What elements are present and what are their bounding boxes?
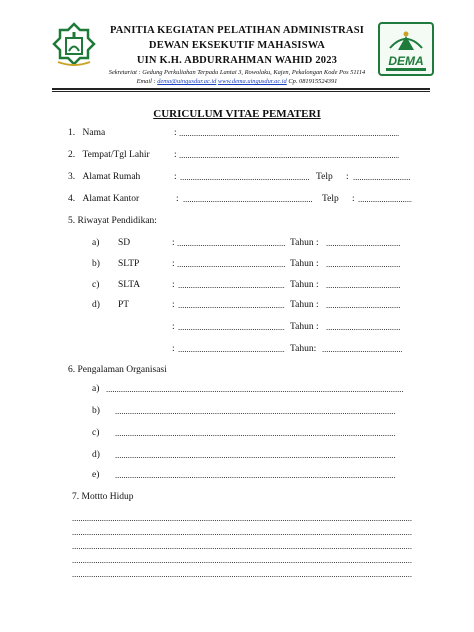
document-title: CURICULUM VITAE PEMATERI — [153, 108, 321, 120]
header-rule-thin — [52, 91, 430, 92]
telp-kantor-line[interactable] — [358, 194, 412, 204]
field-number: 4. — [68, 194, 76, 204]
edu-pt2-tahun-line[interactable] — [326, 322, 401, 332]
field-label: Tempat/Tgl Lahir — [82, 150, 150, 160]
header-rule-thick — [52, 88, 430, 90]
field-label: Alamat Rumah — [82, 172, 141, 182]
field-ttl-line[interactable] — [179, 150, 399, 160]
edu-letter: d) — [92, 300, 100, 310]
education-heading: 5. Riwayat Pendidikan: — [68, 216, 157, 226]
edu-sltp-line[interactable] — [177, 259, 285, 269]
organization-heading: 6. Pengalaman Organisasi — [68, 365, 167, 375]
field-alamat-kantor — [68, 194, 139, 204]
telp-label: Telp — [316, 172, 333, 182]
edu-tahun-label: Tahun: — [290, 344, 317, 354]
field-ttl-sep: : — [174, 150, 177, 160]
edu-sltp-tahun-line[interactable] — [326, 259, 401, 269]
org-c-line[interactable] — [115, 428, 395, 438]
org-b-line[interactable] — [115, 406, 395, 416]
edu-level: SLTP — [118, 259, 140, 269]
edu-sep: : — [172, 344, 175, 354]
edu-sep: : — [172, 300, 175, 310]
org-letter: a) — [92, 384, 100, 394]
field-nama-line[interactable] — [179, 128, 399, 138]
motto-line-2[interactable] — [72, 527, 412, 537]
field-alamat-rumah-line[interactable] — [180, 172, 310, 182]
edu-slta-tahun-line[interactable] — [326, 280, 401, 290]
dema-logo-text: DEMA — [388, 54, 424, 68]
edu-pt3-tahun-line[interactable] — [322, 344, 402, 354]
field-number: 2. — [68, 150, 76, 160]
edu-pt-tahun-line[interactable] — [326, 300, 401, 310]
field-ttl — [68, 150, 150, 160]
edu-pt-line[interactable] — [178, 300, 285, 310]
motto-line-3[interactable] — [72, 541, 412, 551]
org-letter: c) — [92, 428, 100, 438]
field-number: 1. — [68, 128, 76, 138]
header-line-1: PANITIA KEGIATAN PELATIHAN ADMINISTRASI — [109, 25, 365, 36]
field-nama — [68, 128, 105, 138]
field-alamat-rumah-sep: : — [174, 172, 177, 182]
field-alamat-kantor-sep: : — [176, 194, 179, 204]
edu-level: SLTA — [118, 280, 141, 290]
header-line-3: UIN K.H. ABDURRAHMAN WAHID 2023 — [136, 55, 338, 66]
edu-sep: : — [172, 322, 175, 332]
telp-rumah-line[interactable] — [353, 172, 411, 182]
motto-heading: 7. Mottto Hidup — [72, 492, 134, 502]
edu-tahun-label: Tahun : — [290, 300, 319, 310]
edu-level: SD — [118, 238, 131, 248]
edu-sep: : — [172, 280, 175, 290]
edu-letter: a) — [92, 238, 100, 248]
edu-sd-line[interactable] — [177, 238, 285, 248]
header-line-2: DEWAN EKSEKUTIF MAHASISWA — [148, 40, 326, 51]
field-label: Alamat Kantor — [82, 194, 140, 204]
header-contact — [0, 78, 474, 85]
edu-tahun-label: Tahun : — [290, 322, 319, 332]
org-e-line[interactable] — [115, 470, 395, 480]
edu-tahun-label: Tahun : — [290, 238, 319, 248]
org-d-line[interactable] — [115, 450, 395, 460]
field-alamat-kantor-line[interactable] — [183, 194, 313, 204]
edu-tahun-label: Tahun : — [290, 280, 319, 290]
edu-letter: c) — [92, 280, 100, 290]
edu-sep: : — [172, 238, 175, 248]
telp-label: Telp — [322, 194, 339, 204]
telp-sep: : — [352, 194, 355, 204]
field-nama-sep: : — [174, 128, 177, 138]
email-link[interactable]: dema@uingusdur.ac.id — [157, 78, 217, 85]
telp-sep: : — [346, 172, 349, 182]
edu-sd-tahun-line[interactable] — [326, 238, 401, 248]
email-label: Email : — [136, 78, 156, 85]
motto-line-4[interactable] — [72, 555, 412, 565]
edu-slta-line[interactable] — [178, 280, 285, 290]
edu-tahun-label: Tahun : — [290, 259, 319, 269]
edu-pt3-line[interactable] — [178, 344, 285, 354]
edu-letter: b) — [92, 259, 100, 269]
edu-level: PT — [118, 300, 130, 310]
org-letter: b) — [92, 406, 100, 416]
phone-text: Cp. 081915524391 — [286, 78, 338, 85]
field-label: Nama — [82, 128, 106, 138]
web-link[interactable]: www.dema.uingusdur.ac.id — [217, 78, 287, 85]
header-address: Sekretariat : Gedung Perkuliahan Terpadu Lantai 3, Rowolaku, Kajen, Pekalongan Kode Pos 51114 — [108, 69, 366, 76]
org-letter: e) — [92, 470, 100, 480]
org-a-line[interactable] — [106, 384, 404, 394]
org-letter: d) — [92, 450, 100, 460]
edu-sep: : — [172, 259, 175, 269]
field-alamat-rumah — [68, 172, 140, 182]
motto-line-1[interactable] — [72, 513, 412, 523]
edu-pt2-line[interactable] — [178, 322, 285, 332]
motto-line-5[interactable] — [72, 569, 412, 579]
field-number: 3. — [68, 172, 76, 182]
